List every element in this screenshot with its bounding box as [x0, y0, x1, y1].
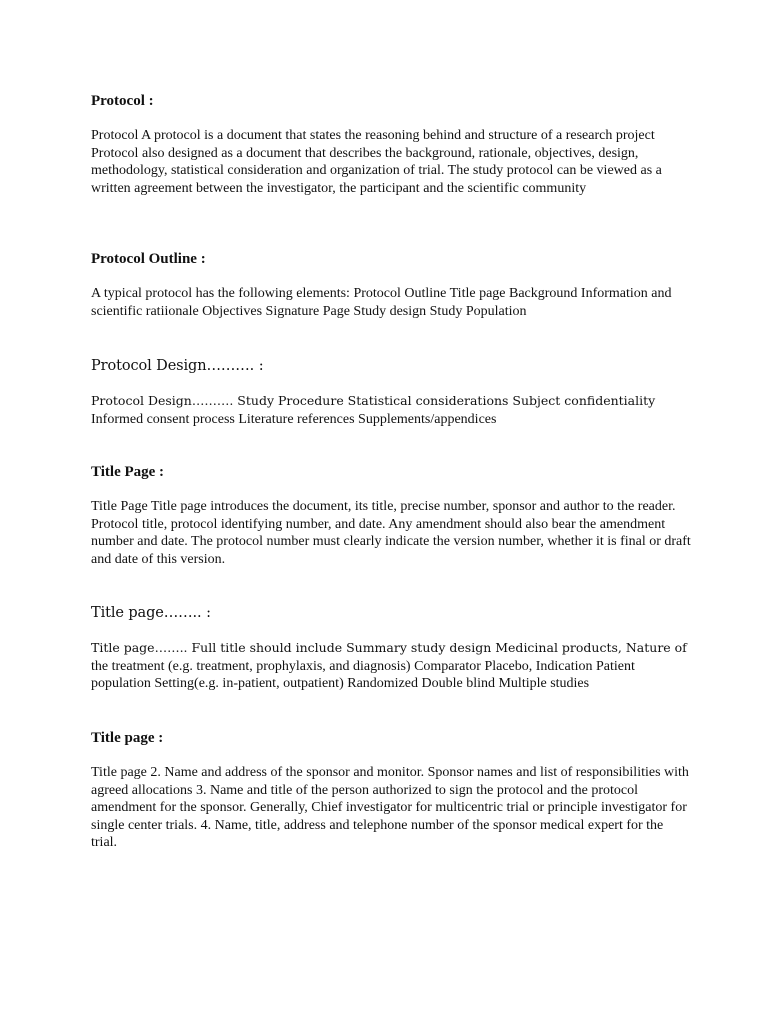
- section-body-text: Informed consent process Literature references Supplements/appendices: [91, 411, 497, 427]
- section-protocol-design: [91, 357, 691, 428]
- section-body: A typical protocol has the following elements: Protocol Outline Title page Background Information and scientific ratiionale Objectives Signature Page Study design Study Population: [91, 286, 672, 319]
- section-heading: Title page :: [91, 730, 164, 746]
- section-heading: Title page…….. :: [91, 605, 211, 621]
- section-body-text: the treatment (e.g. treatment, prophylaxis, and diagnosis) Comparator Placebo, Indication Patient population Setting(e.g. in-patient, outpatient) Randomized Double blind Multiple studies: [91, 658, 635, 692]
- section-lead: Title page……..: [91, 640, 188, 655]
- section-lead-rest: Study Procedure Statistical considerations Subject confidentiality: [233, 393, 656, 408]
- section-protocol: [91, 92, 691, 197]
- section-heading: Protocol Outline :: [91, 251, 206, 267]
- section-body: Protocol A protocol is a document that states the reasoning behind and structure of a research project Protocol also designed as a document that describes the background, rationale, objectives, design, methodology, statistical consideration and organization of trial. The study protocol can be viewed as a written agreement between the investigator, the participant and the scientific community: [91, 128, 662, 196]
- section-body: [91, 392, 691, 428]
- section-lead: Protocol Design……….: [91, 393, 234, 408]
- section-title-page-details: [91, 604, 691, 693]
- section-protocol-outline: [91, 250, 691, 320]
- section-lead-rest: Full title should include Summary study design Medicinal products, Nature of: [187, 640, 687, 655]
- section-heading: Protocol :: [91, 93, 154, 109]
- section-body: Title page 2. Name and address of the sponsor and monitor. Sponsor names and list of responsibilities with agreed allocations 3. Name and title of the person authorized to sign the protocol and the protocol amendment for the sponsor. Generally, Chief investigator for multicentric trial or principle investigator for single center trials. 4. Name, title, address and telephone number of the sponsor medical expert for the trial.: [91, 765, 689, 851]
- section-title-page-sponsor: [91, 729, 691, 852]
- section-title-page: [91, 463, 691, 568]
- section-body: Title Page Title page introduces the document, its title, precise number, sponsor and author to the reader. Protocol title, protocol identifying number, and date. Any amendment should also bear the amendment number and date. The protocol number must clearly indicate the version number, whether it is final or draft and date of this version.: [91, 499, 691, 567]
- section-heading: Protocol Design………. :: [91, 358, 264, 374]
- section-heading: Title Page :: [91, 464, 165, 480]
- section-body: [91, 639, 691, 693]
